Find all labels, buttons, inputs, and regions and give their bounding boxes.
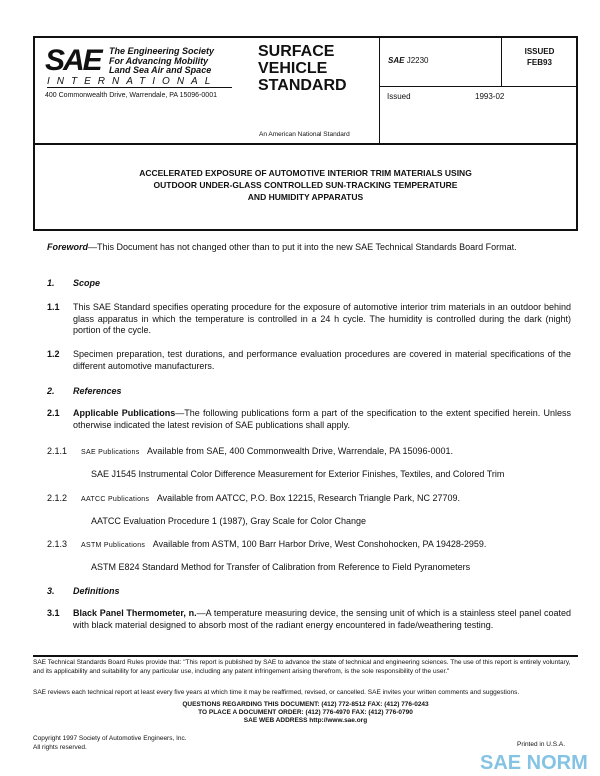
standard-type-line: SURFACE [258,43,335,60]
paragraph-text: —The following publications form a part of the specification to the extent specified herein. Unless otherwise indicated the latest revision of SAE publications shall apply. [73,408,571,430]
reference: SAE J1545 Instrumental Color Difference Measurement for Exterior Finishes, Textiles, and Colored Trim [91,469,505,479]
tagline-line: For Advancing Mobility [109,55,209,66]
foreword [47,242,572,254]
sae-logo: SAE [45,44,101,77]
status-date: FEB93 [527,58,552,67]
sae-small-logo: SAE [388,56,405,65]
title-line: ACCELERATED EXPOSURE OF AUTOMOTIVE INTERIOR TRIM MATERIALS USING [139,168,472,178]
review-notice: SAE reviews each technical report at least every five years at which time it may be reaffirmed, revised, or cancelled. SAE invites your written comments and suggestions. [33,689,520,696]
reference: ASTM E824 Standard Method for Transfer of Calibration from Reference to Field Pyranometers [91,562,471,572]
section-number: 1.1 [47,302,60,312]
section-title: Scope [73,278,101,288]
printed-in: Printed in U.S.A. [517,741,566,748]
issued-date: 1993-02 [475,92,505,101]
section-number: 2.1 [47,408,60,418]
doc-number [388,56,428,65]
web-address: SAE WEB ADDRESS http://www.sae.org [243,717,368,724]
standard-type [258,43,347,94]
paragraph-text: —A temperature measuring device, the sensing unit of which is a stainless steel panel coated with black material designed to absorb most of the radiant energy encountered in fade/weathering testing. [73,608,571,630]
section-number: 2. [47,386,55,396]
section-number: 3.1 [47,608,60,618]
divider [379,38,380,143]
copyright-line: Copyright 1997 Society of Automotive Engineers, Inc. [33,735,187,742]
tagline-line: The Engineering Society [109,46,215,56]
standard-type-line: STANDARD [258,77,347,94]
section-title: Definitions [73,586,120,596]
sae-norm-watermark: SAE NORM [480,752,588,774]
section-number: 2.1.2 [47,493,68,503]
tagline-line: Land Sea Air and Space [109,65,212,75]
foreword-text: —This Document has not changed other than to put it into the new SAE Technical Standards Board Format. [88,242,517,252]
section-number: 2.1.1 [47,446,68,456]
reference: AATCC Evaluation Procedure 1 (1987), Gray Scale for Color Change [91,516,366,526]
section-title: References [73,386,122,396]
footer-divider [33,655,578,657]
subsection-title: Applicable Publications [73,408,176,418]
section-number: 2.1.3 [47,539,68,549]
paragraph-text: This SAE Standard specifies operating procedure for the exposure of automotive interior trim materials in an outdoor behind glass apparatus in which the temperature is controlled in a 24 h cycle. The humidity is controlled during the dark (night) portion of the cycle. [73,302,571,335]
section-number: 1. [47,278,55,288]
issue-status [501,46,578,68]
paragraph-text: Available from SAE, 400 Commonwealth Drive, Warrendale, PA 15096-0001. [147,446,454,456]
sae-tagline [109,47,214,76]
board-rules: SAE Technical Standards Board Rules provide that: "This report is published by SAE to advance the state of technical and engineering sciences. The use of this report is entirely voluntary, and its applicability and suitability for any particular use, including any patent infringement arising therefrom, is the sole responsibility of the user." [33,659,571,675]
international-label: INTERNATIONAL [47,76,232,88]
rights-line: All rights reserved. [33,743,87,751]
section-number: 3. [47,586,55,596]
status-label: ISSUED [524,47,555,56]
paragraph-text: Available from AATCC, P.O. Box 12215, Research Triangle Park, NC 27709. [156,493,460,503]
paragraph-text: Specimen preparation, test durations, and performance evaluation procedures are covered in material specifications of the different automotive manufacturers. [73,349,571,371]
foreword-label: Foreword [47,242,89,252]
standard-type-line: VEHICLE [258,60,328,77]
paragraph-text: Available from ASTM, 100 Barr Harbor Drive, West Conshohocken, PA 19428-2959. [152,539,487,549]
ansi-label: An American National Standard [259,131,350,138]
contact-info [33,701,578,725]
copyright [33,735,578,752]
document-header [33,36,578,145]
publication-label: SAE Publications [81,449,140,456]
issued-label: Issued [387,92,411,101]
divider [379,86,576,87]
questions-line: QUESTIONS REGARDING THIS DOCUMENT: (412) 772-8512 FAX: (412) 776-0243 [182,701,429,708]
doc-number-text: J2230 [406,56,429,65]
publication-label: AATCC Publications [81,496,150,503]
title-line: OUTDOOR UNDER-GLASS CONTROLLED SUN-TRACKING TEMPERATURE [153,180,458,190]
publication-label: ASTM Publications [81,542,146,549]
title-line: AND HUMIDITY APPARATUS [247,192,364,202]
document-title [33,145,578,231]
section-number: 1.2 [47,349,60,359]
definition-term: Black Panel Thermometer, n. [73,608,197,618]
order-line: TO PLACE A DOCUMENT ORDER: (412) 776-4970 FAX: (412) 776-0790 [198,709,413,716]
sae-address: 400 Commonwealth Drive, Warrendale, PA 15096-0001 [45,92,217,99]
